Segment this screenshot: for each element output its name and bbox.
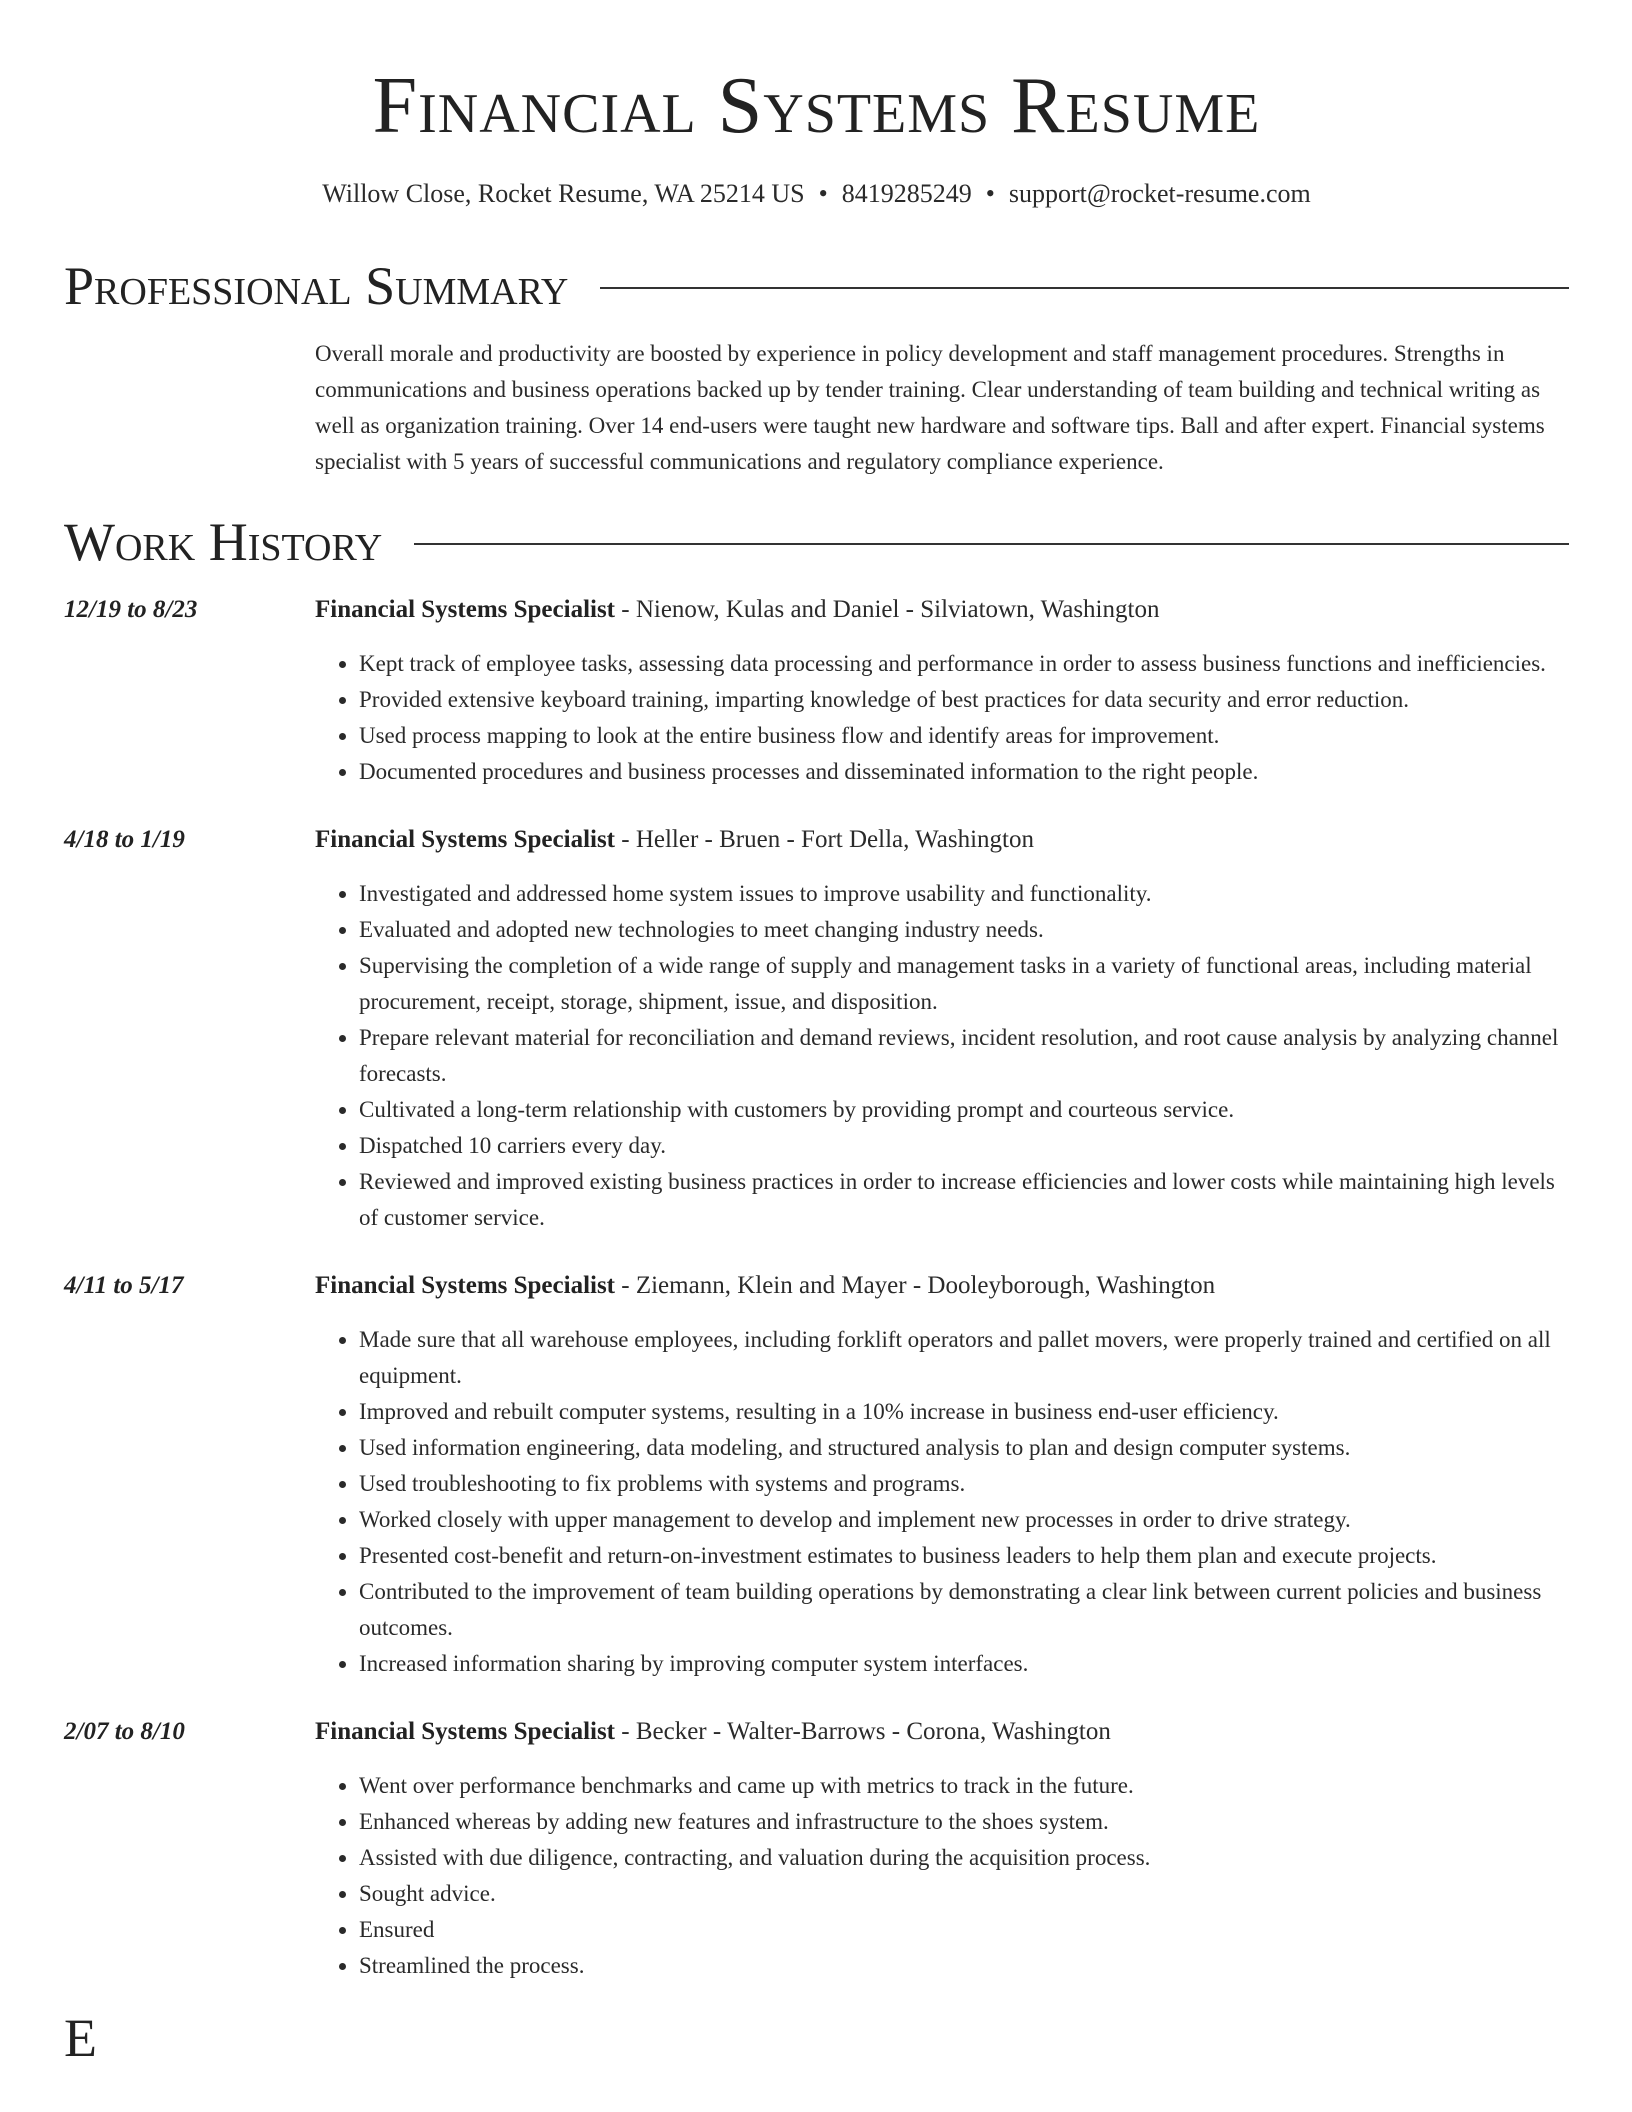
section-heading: E [64,2008,97,2068]
job-bullets [315,876,1569,1236]
job-dates: 12/19 to 8/23 [64,596,198,623]
job-bullet: • Used process mapping to look at the entire business flow and identify areas for improvement. [359,718,1569,754]
contact-separator: • [985,179,995,208]
section-next [64,2006,1569,2070]
job-dates: 2/07 to 8/10 [64,1718,185,1745]
section-rule [600,287,1569,289]
job-bullet: • Provided extensive keyboard training, imparting knowledge of best practices for data security and error reduction. [359,682,1569,718]
job-title: Financial Systems Specialist [315,1718,616,1745]
job-heading [315,1714,1569,1750]
job-bullet: • Used troubleshooting to fix problems with systems and programs. [359,1466,1569,1502]
job-dates: 4/18 to 1/19 [64,826,185,853]
job-dates: 4/11 to 5/17 [64,1272,184,1299]
job-bullet: • Contributed to the improvement of team building operations by demonstrating a clear link between current policies and business outcomes. [359,1574,1569,1646]
job-bullet: • Kept track of employee tasks, assessing data processing and performance in order to assess business functions and inefficiencies. [359,646,1569,682]
job-bullet: • Streamlined the process. [359,1948,1569,1984]
job-bullet: • Increased information sharing by improving computer system interfaces. [359,1646,1569,1682]
job-body [315,592,1569,790]
summary-text: Overall morale and productivity are boosted by experience in policy development and staff management procedures. Strengths in communications and business operations backed up by tender training. Clear understanding of team building and technical writing as well as organization training. Over 14 end-users were taught new hardware and software tips. Ball and after expert. Financial systems specialist with 5 years of successful communications and regulatory compliance experience. [315,341,1545,474]
contact-address: Willow Close, Rocket Resume, WA 25214 US [322,179,805,208]
job-heading [315,822,1569,858]
job-title: Financial Systems Specialist [315,1272,616,1299]
job-bullet: • Improved and rebuilt computer systems, resulting in a 10% increase in business end-user efficiency. [359,1394,1569,1430]
job-title: Financial Systems Specialist [315,826,616,853]
job-bullet: • Made sure that all warehouse employees, including forklift operators and pallet movers, were properly trained and certified on all equipment. [359,1322,1569,1394]
job-details: - Becker - Walter-Barrows - Corona, Washington [615,1718,1111,1745]
job-bullet: • Documented procedures and business processes and disseminated information to the right people. [359,754,1569,790]
job-details: - Heller - Bruen - Fort Della, Washington [615,826,1034,853]
job-details: - Ziemann, Klein and Mayer - Dooleyborough, Washington [615,1272,1216,1299]
job-bullet: • Ensured [359,1912,1569,1948]
job-bullet: • Evaluated and adopted new technologies to meet changing industry needs. [359,912,1569,948]
job-bullet: • Used information engineering, data modeling, and structured analysis to plan and design computer systems. [359,1430,1569,1466]
job-heading [315,592,1569,628]
section-rule [414,543,1569,545]
job-bullet: • Presented cost-benefit and return-on-investment estimates to business leaders to help them plan and execute projects. [359,1538,1569,1574]
section-work-history [64,510,1569,574]
job-heading [315,1268,1569,1304]
job-bullets [315,1768,1569,1984]
contact-phone: 8419285249 [841,179,972,208]
job-bullets [315,1322,1569,1682]
resume-page [64,0,1569,2070]
job-entry [64,592,1569,790]
job-bullet: • Prepare relevant material for reconciliation and demand reviews, incident resolution, and root cause analysis by analyzing channel forecasts. [359,1020,1569,1092]
job-bullet: • Investigated and addressed home system issues to improve usability and functionality. [359,876,1569,912]
section-professional-summary [64,254,1569,318]
resume-title: Financial Systems Resume [372,62,1261,150]
section-heading: Work History [64,512,383,572]
job-entry [64,1714,1569,1984]
job-bullet: • Dispatched 10 carriers every day. [359,1128,1569,1164]
job-bullet: • Went over performance benchmarks and came up with metrics to track in the future. [359,1768,1569,1804]
job-body [315,822,1569,1236]
contact-email: support@rocket-resume.com [1008,179,1311,208]
job-entry [64,1268,1569,1682]
job-bullet: • Enhanced whereas by adding new features and infrastructure to the shoes system. [359,1804,1569,1840]
job-bullet: • Sought advice. [359,1876,1569,1912]
job-body [315,1268,1569,1682]
job-bullet: • Assisted with due diligence, contracting, and valuation during the acquisition process. [359,1840,1569,1876]
contact-line [64,176,1569,212]
job-list [64,592,1569,1984]
section-heading: Professional Summary [64,256,569,316]
job-bullet: • Reviewed and improved existing business practices in order to increase efficiencies and lower costs while maintaining high levels of customer service. [359,1164,1569,1236]
job-bullet: • Cultivated a long-term relationship with customers by providing prompt and courteous service. [359,1092,1569,1128]
job-bullets [315,646,1569,790]
job-bullet: • Supervising the completion of a wide range of supply and management tasks in a variety of functional areas, including material procurement, receipt, storage, shipment, issue, and disposition. [359,948,1569,1020]
job-title: Financial Systems Specialist [315,596,616,623]
job-bullet: • Worked closely with upper management to develop and implement new processes in order to drive strategy. [359,1502,1569,1538]
contact-separator: • [818,179,828,208]
job-entry [64,822,1569,1236]
job-details: - Nienow, Kulas and Daniel - Silviatown, Washington [615,596,1160,623]
job-body [315,1714,1569,1984]
